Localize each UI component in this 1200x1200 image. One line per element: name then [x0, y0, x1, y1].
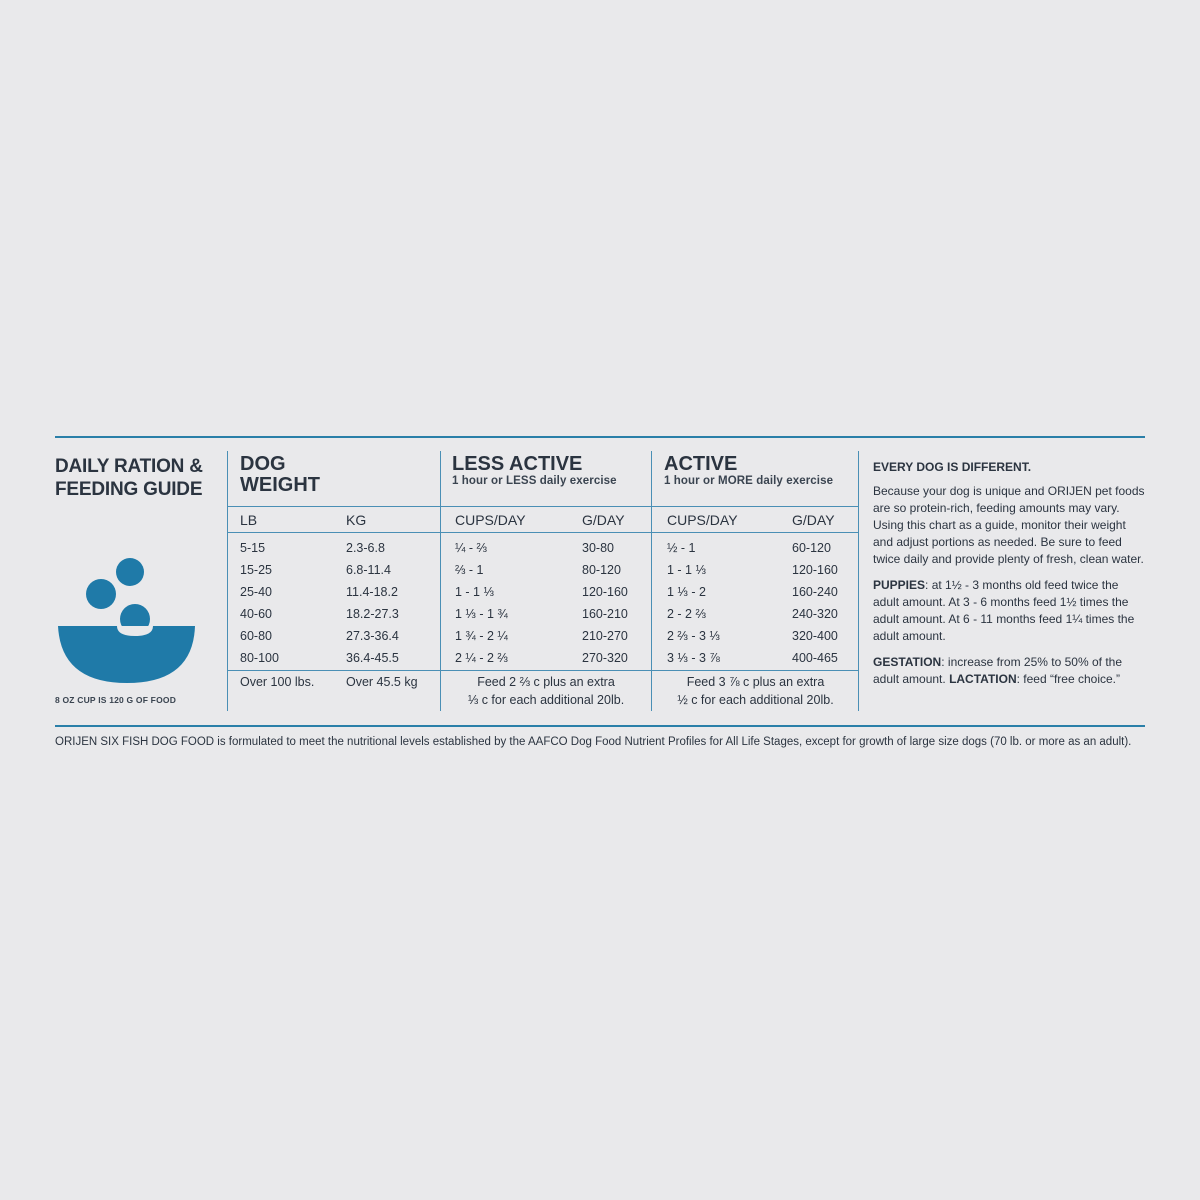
gestation-text: : increase from 25% to 50% of the adult amount.	[873, 655, 1122, 686]
aafco-text: is formulated to meet the nutritional levels established by the AAFCO Dog Food Nutrient Profiles for All Life Stages, except for growth of large size dogs (70 lb. or more as an adult).	[214, 736, 1132, 748]
table-row-a-grams: 240-320	[792, 607, 838, 621]
table-row-a-grams: 400-465	[792, 651, 838, 665]
table-row-lb: 15-25	[240, 563, 272, 577]
table-row-kg: 11.4-18.2	[346, 585, 398, 599]
table-row-la-grams: 270-320	[582, 651, 628, 665]
gestation-note	[873, 654, 1145, 688]
notes-body: Because your dog is unique and ORIJEN pet foods are so protein-rich, feeding amounts may vary. Using this chart as a guide, monitor their weight and adjust portions as needed. Be sure to feed twice daily and provide plenty of fresh, clean water.	[873, 484, 1145, 566]
table-row-kg: 2.3-6.8	[346, 541, 385, 555]
active-extra-line1: Feed 3 ⅞ c plus an extra	[686, 675, 825, 689]
lactation-label: LACTATION	[949, 672, 1017, 686]
table-row-kg: 36.4-45.5	[346, 651, 399, 665]
active-extra-line2: ½ c for each additional 20lb.	[677, 693, 834, 707]
active-grams-header: G/DAY	[792, 512, 835, 528]
table-row-a-cups: 2 - 2 ⅔	[667, 607, 706, 621]
puppies-note	[873, 577, 1145, 645]
aafco-statement	[55, 734, 1145, 750]
divider-2	[440, 451, 441, 711]
less-active-extra	[442, 673, 650, 709]
table-row-la-cups: ¼ - ⅔	[455, 541, 487, 555]
table-row-la-cups: 1 - 1 ⅓	[455, 585, 494, 599]
table-row-a-grams: 120-160	[792, 563, 838, 577]
product-name: ORIJEN SIX FISH DOG FOOD	[55, 736, 215, 748]
divider-1	[227, 451, 228, 711]
table-row-a-cups: ½ - 1	[667, 541, 696, 555]
notes-heading: EVERY DOG IS DIFFERENT.	[873, 460, 1032, 474]
less-active-subtitle: 1 hour or LESS daily exercise	[452, 475, 617, 487]
table-row-la-grams: 160-210	[582, 607, 628, 621]
table-row-a-cups: 1 ⅓ - 2	[667, 585, 706, 599]
table-row-a-grams: 320-400	[792, 629, 838, 643]
guide-title-line1: DAILY RATION &	[55, 456, 203, 477]
table-row-la-cups: 1 ¾ - 2 ¼	[455, 629, 508, 643]
active-extra	[653, 673, 858, 709]
puppies-label: PUPPIES	[873, 578, 926, 592]
puppies-text: : at 1½ - 3 months old feed twice the adult amount. At 3 - 6 months feed 1½ times the adult amount. At 6 - 11 months feed 1¼ times the adult amount.	[873, 578, 1135, 643]
table-row-la-cups: 1 ⅓ - 1 ¾	[455, 607, 508, 621]
extra-rule	[228, 670, 858, 671]
table-row-kg: 18.2-27.3	[346, 607, 399, 621]
active-cups-header: CUPS/DAY	[667, 512, 738, 528]
extra-kg: Over 45.5 kg	[346, 675, 418, 689]
table-row-lb: 25-40	[240, 585, 272, 599]
table-row-a-cups: 3 ⅓ - 3 ⅞	[667, 651, 720, 665]
table-row-la-grams: 30-80	[582, 541, 614, 555]
table-row-a-cups: 1 - 1 ⅓	[667, 563, 706, 577]
lactation-text: : feed “free choice.”	[1016, 672, 1120, 686]
table-row-la-grams: 80-120	[582, 563, 621, 577]
less-active-cups-header: CUPS/DAY	[455, 512, 526, 528]
lb-header: LB	[240, 512, 258, 528]
table-row-a-grams: 160-240	[792, 585, 838, 599]
weight-header-line2: WEIGHT	[240, 474, 320, 496]
kibble-piece-icon	[116, 558, 144, 586]
guide-title-line2: FEEDING GUIDE	[55, 479, 203, 500]
less-active-extra-line2: ⅓ c for each additional 20lb.	[467, 693, 625, 707]
table-row-a-grams: 60-120	[792, 541, 831, 555]
table-row-a-cups: 2 ⅔ - 3 ⅓	[667, 629, 720, 643]
extra-lb: Over 100 lbs.	[240, 675, 315, 689]
table-row-la-cups: 2 ¼ - 2 ⅔	[455, 651, 508, 665]
active-header: ACTIVE	[664, 453, 738, 475]
table-row-kg: 6.8-11.4	[346, 563, 391, 577]
header-rule	[228, 506, 858, 507]
bowl-icon	[55, 555, 200, 685]
divider-3	[651, 451, 652, 711]
table-row-la-grams: 120-160	[582, 585, 628, 599]
subheader-rule	[228, 532, 858, 533]
table-row-la-grams: 210-270	[582, 629, 628, 643]
top-rule	[55, 436, 1145, 438]
table-row-lb: 40-60	[240, 607, 272, 621]
gestation-label: GESTATION	[873, 655, 942, 669]
table-row-lb: 60-80	[240, 629, 272, 643]
weight-header-line1: DOG	[240, 453, 286, 475]
bottom-rule	[55, 725, 1145, 727]
divider-4	[858, 451, 859, 711]
cup-note: 8 OZ CUP IS 120 G OF FOOD	[55, 695, 177, 705]
kibble-piece-icon	[86, 579, 116, 609]
table-row-lb: 80-100	[240, 651, 279, 665]
table-row-lb: 5-15	[240, 541, 266, 555]
less-active-extra-line1: Feed 2 ⅔ c plus an extra	[477, 675, 615, 689]
active-subtitle: 1 hour or MORE daily exercise	[664, 475, 834, 487]
less-active-header: LESS ACTIVE	[452, 453, 583, 475]
notes-panel	[873, 459, 1145, 688]
table-row-kg: 27.3-36.4	[346, 629, 399, 643]
less-active-grams-header: G/DAY	[582, 512, 625, 528]
table-row-la-cups: ⅔ - 1	[455, 563, 484, 577]
kg-header: KG	[346, 512, 367, 528]
